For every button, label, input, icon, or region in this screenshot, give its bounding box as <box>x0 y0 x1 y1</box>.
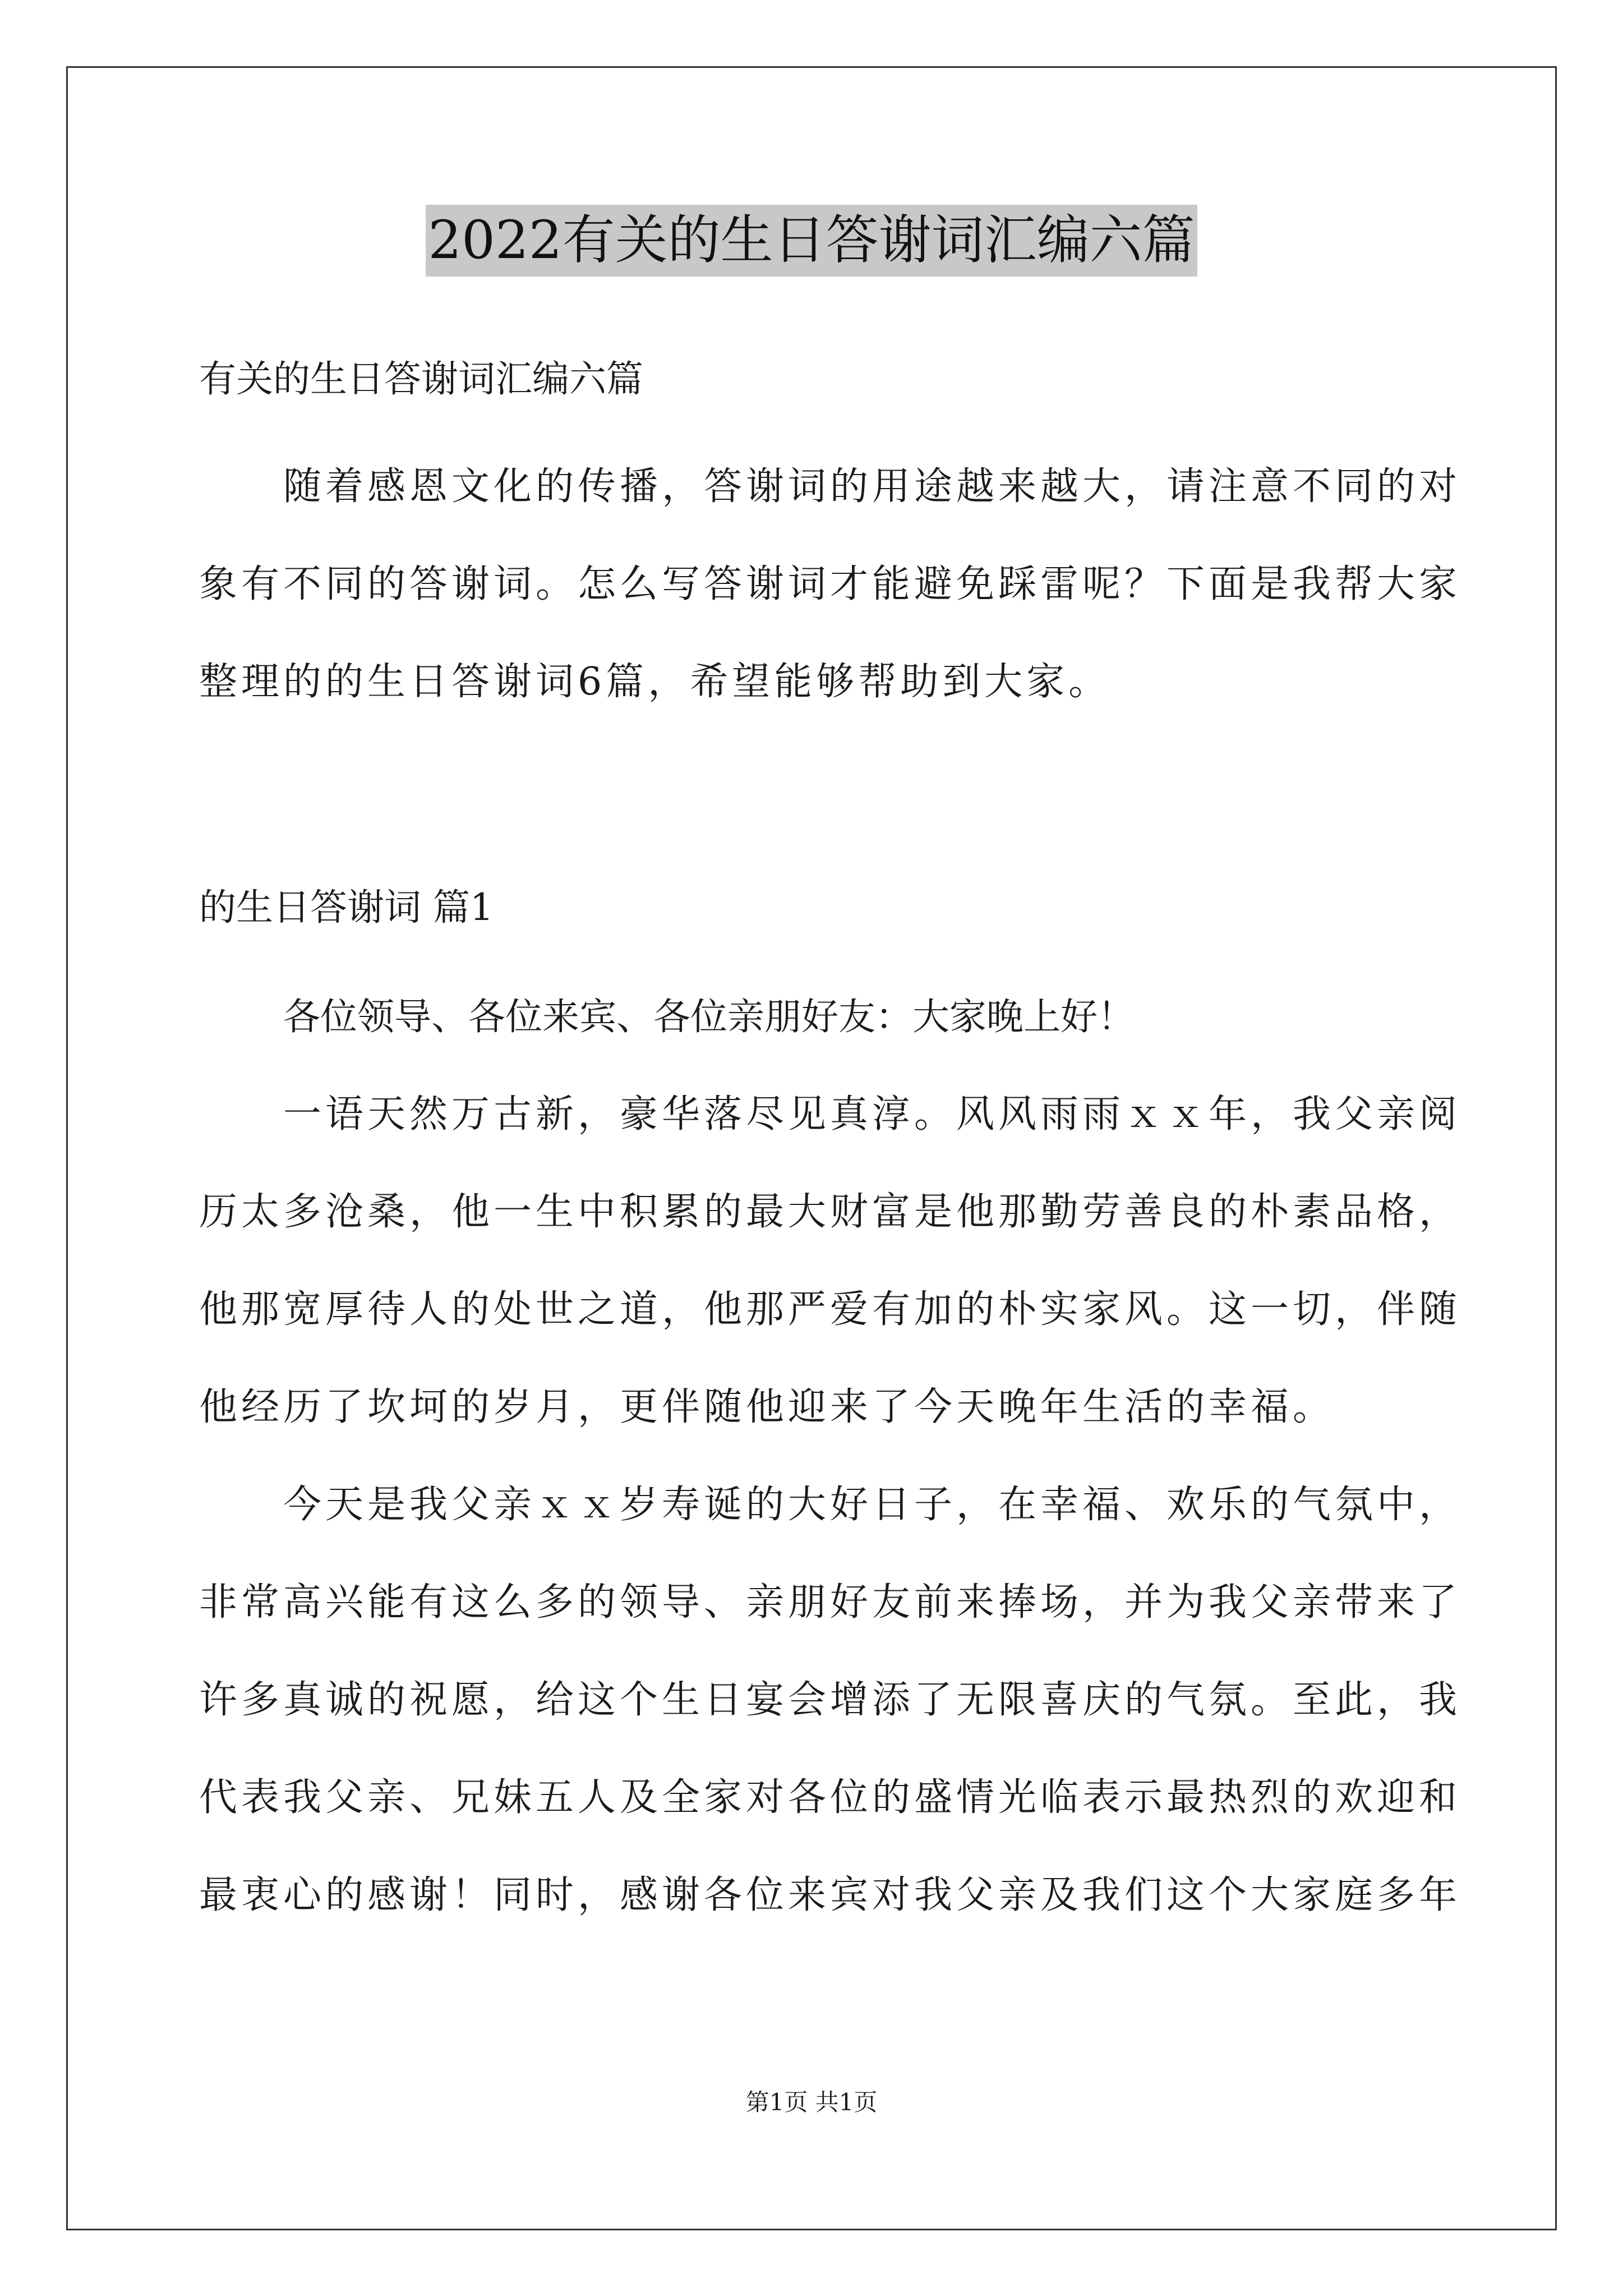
paragraph2-line-2: 非常高兴能有这么多的领导、亲朋好友前来捧场，并为我父亲带来了 <box>199 1580 1461 1625</box>
document-subtitle: 有关的生日答谢词汇编六篇 <box>199 357 643 401</box>
paragraph1-line-4: 他经历了坎坷的岁月，更伴随他迎来了今天晚年生活的幸福。 <box>199 1385 1335 1429</box>
paragraph1-line-3: 他那宽厚待人的处世之道，他那严爱有加的朴实家风。这一切，伴随 <box>199 1287 1461 1332</box>
intro-line-2: 象有不同的答谢词。怎么写答谢词才能避免踩雷呢？下面是我帮大家 <box>199 562 1461 606</box>
paragraph1-line-1: 一语天然万古新，豪华落尽见真淳。风风雨雨ｘｘ年，我父亲阅 <box>283 1092 1461 1137</box>
intro-line-3: 整理的的生日答谢词6篇，希望能够帮助到大家。 <box>199 660 1111 704</box>
page-footer: 第1页 共1页 <box>745 2088 878 2116</box>
paragraph1-line-2: 历太多沧桑，他一生中积累的最大财富是他那勤劳善良的朴素品格， <box>199 1190 1461 1234</box>
paragraph2-line-1: 今天是我父亲ｘｘ岁寿诞的大好日子，在幸福、欢乐的气氛中， <box>283 1483 1461 1527</box>
paragraph2-line-5: 最衷心的感谢！同时，感谢各位来宾对我父亲及我们这个大家庭多年 <box>199 1873 1461 1917</box>
intro-line-1: 随着感恩文化的传播，答谢词的用途越来越大，请注意不同的对 <box>283 464 1461 509</box>
paragraph2-line-3: 许多真诚的祝愿，给这个生日宴会增添了无限喜庆的气氛。至此，我 <box>199 1678 1461 1722</box>
document-title: 2022有关的生日答谢词汇编六篇 <box>426 205 1197 277</box>
paragraph2-line-4: 代表我父亲、兄妹五人及全家对各位的盛情光临表示最热烈的欢迎和 <box>199 1775 1461 1820</box>
title-container <box>0 205 1623 277</box>
section-heading: 的生日答谢词 篇1 <box>199 886 494 929</box>
greeting-line: 各位领导、各位来宾、各位亲朋好友：大家晚上好！ <box>283 995 1135 1038</box>
